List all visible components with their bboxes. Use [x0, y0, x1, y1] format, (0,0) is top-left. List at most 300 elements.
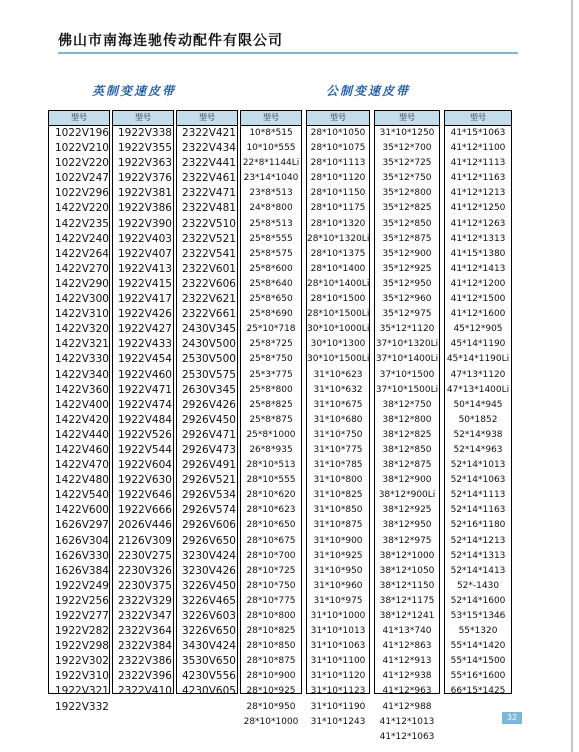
belt-model-cell: 1922V310: [55, 670, 109, 683]
column-rows: [375, 126, 439, 745]
belt-model-cell: 28*10*875: [246, 656, 296, 667]
belt-model-cell: 1626V384: [55, 564, 109, 577]
belt-model-cell: 41*12*1413: [450, 263, 506, 274]
belt-model-cell: 28*10*775: [246, 595, 296, 606]
belt-model-cell: 35*12*950: [382, 278, 432, 289]
belt-model-cell: 1422V220: [55, 202, 109, 215]
belt-model-cell: 25*8*555: [249, 233, 293, 244]
belt-model-cell: 1922V471: [118, 383, 172, 396]
belt-model-cell: 31*10*775: [313, 444, 363, 455]
belt-model-cell: 35*12*700: [382, 143, 432, 154]
belt-model-cell: 28*10*750: [246, 580, 296, 591]
belt-model-cell: 47*13*1400Li: [446, 384, 510, 395]
belt-model-cell: 1922V403: [118, 232, 172, 245]
belt-model-cell: 22*8*1144Li: [242, 158, 300, 169]
column-header: 型号: [445, 111, 511, 126]
belt-model-cell: 1022V196: [55, 127, 109, 139]
belt-model-cell: 1422V540: [55, 489, 109, 502]
belt-model-cell: 2926V521: [182, 474, 236, 487]
column-1: [48, 110, 110, 713]
column-header: 型号: [375, 111, 439, 126]
belt-model-cell: 25*8*825: [249, 399, 293, 410]
belt-model-cell: 28*10*1375: [310, 248, 366, 259]
belt-model-cell: 38*12*950: [382, 520, 432, 531]
belt-model-cell: 1922V454: [118, 353, 172, 366]
belt-model-cell: 37*10*1500Li: [375, 384, 439, 395]
belt-model-cell: 28*10*675: [246, 535, 296, 546]
belt-model-cell: 1922V460: [118, 368, 172, 381]
belt-model-cell: 47*13*1120: [450, 369, 506, 380]
belt-model-cell: 1922V376: [118, 172, 172, 185]
belt-model-cell: 41*12*988: [382, 701, 432, 712]
belt-model-cell: 4230V605: [182, 685, 236, 698]
belt-model-cell: 28*10*1320Li: [307, 233, 369, 244]
belt-model-cell: 35*12*960: [382, 294, 432, 305]
belt-model-cell: 52*14*963: [453, 444, 503, 455]
belt-model-cell: 1022V296: [55, 187, 109, 200]
belt-model-cell: 28*10*1050: [310, 128, 366, 138]
belt-model-cell: 30*10*1000Li: [307, 324, 369, 335]
page-edge: [571, 0, 573, 752]
belt-model-cell: 53*15*1346: [450, 611, 506, 621]
belt-model-cell: 28*10*1000: [243, 716, 299, 727]
belt-model-cell: 28*10*620: [246, 490, 296, 501]
belt-model-cell: 41*12*863: [382, 641, 432, 652]
column-rows: [241, 126, 301, 730]
belt-model-cell: 25*8*875: [249, 414, 293, 425]
belt-model-cell: 1922V332: [55, 700, 109, 713]
column-header: 型号: [241, 111, 301, 126]
belt-model-cell: 1422V270: [55, 262, 109, 275]
belt-model-cell: 2430V345: [182, 323, 236, 336]
belt-model-cell: 52*14*938: [453, 429, 503, 440]
belt-model-cell: 3230V426: [182, 564, 236, 577]
belt-model-cell: 2322V364: [118, 625, 172, 638]
belt-model-cell: 3430V424: [182, 640, 236, 653]
belt-model-cell: 2322V481: [182, 202, 236, 215]
column-4: [240, 110, 302, 727]
belt-model-cell: 31*10*800: [313, 475, 363, 486]
belt-model-cell: 38*12*975: [382, 535, 432, 546]
belt-model-cell: 2322V661: [182, 308, 236, 321]
belt-model-cell: 28*10*825: [246, 626, 296, 637]
belt-model-cell: 2322V510: [182, 217, 236, 230]
belt-model-cell: 30*10*1500Li: [307, 354, 369, 365]
belt-model-cell: 2926V426: [182, 398, 236, 411]
belt-model-cell: 1422V290: [55, 277, 109, 290]
belt-model-cell: 28*10*850: [246, 641, 296, 652]
belt-model-cell: 38*12*1000: [379, 550, 435, 561]
belt-model-cell: 2322V621: [182, 293, 236, 306]
column-2: [112, 110, 174, 698]
belt-model-cell: 31*10*975: [313, 595, 363, 606]
belt-model-cell: 31*10*1013: [310, 626, 366, 637]
belt-model-cell: 1922V249: [55, 579, 109, 592]
belt-model-cell: 41*12*1013: [379, 716, 435, 727]
column-header: 型号: [49, 111, 109, 126]
company-name: 佛山市南海连驰传动配件有限公司: [58, 33, 283, 49]
belt-model-cell: 41*12*1600: [450, 309, 506, 320]
belt-model-cell: 38*12*1175: [379, 595, 435, 606]
section-title-metric: 公制变速皮带: [326, 84, 411, 98]
column-rows: [177, 126, 237, 700]
belt-model-cell: 2322V434: [182, 142, 236, 155]
belt-model-cell: 55*14*1420: [450, 641, 506, 652]
belt-model-cell: 1422V470: [55, 459, 109, 472]
belt-model-cell: 38*12*1241: [379, 611, 435, 621]
belt-model-cell: 1422V420: [55, 413, 109, 426]
belt-model-cell: 31*10*623: [313, 369, 363, 380]
belt-model-cell: 28*10*1500: [310, 294, 366, 305]
belt-model-cell: 1422V310: [55, 308, 109, 321]
belt-model-cell: 52*14*1313: [450, 550, 506, 561]
belt-model-cell: 38*12*900Li: [378, 490, 436, 501]
belt-model-cell: 26*8*935: [249, 444, 293, 455]
belt-model-cell: 2230V326: [118, 564, 172, 577]
belt-model-cell: 55*14*1500: [450, 656, 506, 667]
belt-model-cell: 35*12*975: [382, 309, 432, 320]
belt-model-cell: 31*10*680: [313, 414, 363, 425]
column-header: 型号: [113, 111, 173, 126]
belt-model-cell: 41*12*938: [382, 671, 432, 682]
belt-model-cell: 1922V484: [118, 413, 172, 426]
belt-model-cell: 28*10*950: [246, 701, 296, 712]
belt-model-cell: 2322V441: [182, 157, 236, 170]
belt-model-cell: 2530V575: [182, 368, 236, 381]
belt-model-cell: 41*12*1063: [379, 731, 435, 742]
column-header: 型号: [307, 111, 369, 126]
belt-model-cell: 1422V330: [55, 353, 109, 366]
belt-model-cell: 37*10*1500: [379, 369, 435, 380]
belt-model-cell: 52*14*1013: [450, 460, 506, 471]
belt-model-cell: 41*12*1163: [450, 173, 506, 184]
belt-model-cell: 35*12*925: [382, 263, 432, 274]
belt-model-cell: 28*10*1075: [310, 143, 366, 154]
belt-model-cell: 41*12*1313: [450, 233, 506, 244]
belt-model-cell: 41*13*740: [382, 626, 432, 637]
belt-model-cell: 41*12*1500: [450, 294, 506, 305]
belt-model-cell: 41*12*1113: [450, 158, 506, 169]
belt-model-cell: 1922V282: [55, 625, 109, 638]
belt-model-cell: 25*3*775: [249, 369, 293, 380]
belt-model-cell: 3226V465: [182, 594, 236, 607]
belt-model-cell: 31*10*1190: [310, 701, 366, 712]
belt-model-cell: 1626V304: [55, 534, 109, 547]
belt-model-cell: 2322V410: [118, 685, 172, 698]
belt-model-cell: 38*12*900: [382, 475, 432, 486]
belt-model-cell: 25*8*600: [249, 263, 293, 274]
belt-model-cell: 1422V340: [55, 368, 109, 381]
belt-model-cell: 1922V426: [118, 308, 172, 321]
belt-model-cell: 31*10*1063: [310, 641, 366, 652]
belt-model-cell: 41*12*913: [382, 656, 432, 667]
belt-model-cell: 2926V650: [182, 534, 236, 547]
belt-model-cell: 1922V413: [118, 262, 172, 275]
belt-model-cell: 28*10*900: [246, 671, 296, 682]
belt-model-cell: 1022V220: [55, 157, 109, 170]
belt-model-cell: 31*10*1100: [310, 656, 366, 667]
belt-model-cell: 1922V390: [118, 217, 172, 230]
belt-model-cell: 1626V297: [55, 519, 109, 532]
belt-model-cell: 2530V500: [182, 353, 236, 366]
belt-model-cell: 52*14*1163: [450, 505, 506, 516]
belt-model-cell: 66*15*1425: [450, 686, 506, 697]
belt-model-cell: 45*14*1190: [450, 339, 506, 350]
belt-model-cell: 28*10*555: [246, 475, 296, 486]
belt-model-cell: 50*1852: [458, 414, 498, 425]
column-rows: [113, 126, 173, 700]
belt-model-cell: 25*8*1000: [246, 429, 296, 440]
belt-model-cell: 3530V650: [182, 655, 236, 668]
belt-model-cell: 1922V417: [118, 293, 172, 306]
belt-model-cell: 1922V256: [55, 594, 109, 607]
belt-model-cell: 31*10*1000: [310, 611, 366, 621]
belt-model-cell: 1922V321: [55, 685, 109, 698]
belt-model-cell: 1422V480: [55, 474, 109, 487]
belt-model-cell: 2322V384: [118, 640, 172, 653]
belt-model-cell: 38*12*1150: [379, 580, 435, 591]
belt-model-cell: 28*10*1120: [310, 173, 366, 184]
belt-model-cell: 1922V381: [118, 187, 172, 200]
belt-model-cell: 2126V309: [118, 534, 172, 547]
belt-model-cell: 2322V521: [182, 232, 236, 245]
belt-model-cell: 38*12*825: [382, 429, 432, 440]
belt-model-cell: 2926V473: [182, 443, 236, 456]
belt-model-cell: 41*12*1250: [450, 203, 506, 214]
belt-model-cell: 28*10*1113: [310, 158, 366, 169]
belt-model-cell: 2630V345: [182, 383, 236, 396]
column-rows: [307, 126, 369, 730]
belt-model-cell: 4230V556: [182, 670, 236, 683]
belt-model-cell: 31*10*925: [313, 550, 363, 561]
belt-model-cell: 28*10*1500Li: [307, 309, 369, 320]
belt-model-cell: 35*12*1120: [379, 324, 435, 335]
belt-model-cell: 25*10*718: [246, 324, 296, 335]
belt-model-cell: 1922V355: [118, 142, 172, 155]
belt-model-cell: 37*10*1320Li: [375, 339, 439, 350]
belt-model-cell: 2926V534: [182, 489, 236, 502]
belt-model-cell: 28*10*1400: [310, 263, 366, 274]
belt-model-cell: 2430V500: [182, 338, 236, 351]
belt-model-cell: 28*10*623: [246, 505, 296, 516]
belt-model-cell: 3226V650: [182, 625, 236, 638]
belt-model-cell: 1922V604: [118, 459, 172, 472]
belt-model-cell: 38*12*925: [382, 505, 432, 516]
belt-model-cell: 2926V606: [182, 519, 236, 532]
belt-model-cell: 31*10*1123: [310, 686, 366, 697]
belt-model-cell: 1922V386: [118, 202, 172, 215]
belt-model-cell: 1922V298: [55, 640, 109, 653]
belt-model-cell: 35*12*725: [382, 158, 432, 169]
belt-model-cell: 31*10*785: [313, 460, 363, 471]
column-5: [306, 110, 370, 727]
belt-model-cell: 2926V450: [182, 413, 236, 426]
column-3: [176, 110, 238, 698]
belt-model-cell: 3226V450: [182, 579, 236, 592]
belt-model-cell: 2322V601: [182, 262, 236, 275]
belt-model-cell: 1422V300: [55, 293, 109, 306]
belt-model-cell: 38*12*750: [382, 399, 432, 410]
belt-model-cell: 28*10*800: [246, 611, 296, 621]
belt-model-cell: 2322V329: [118, 594, 172, 607]
belt-model-cell: 2322V347: [118, 610, 172, 622]
belt-model-cell: 10*8*515: [249, 128, 293, 138]
belt-model-cell: 25*8*513: [249, 218, 293, 229]
belt-model-cell: 1422V264: [55, 247, 109, 260]
belt-model-cell: 37*10*1400Li: [375, 354, 439, 365]
belt-model-cell: 52*-1430: [456, 580, 500, 591]
belt-model-cell: 35*12*850: [382, 218, 432, 229]
belt-model-cell: 1422V600: [55, 504, 109, 517]
belt-model-cell: 1422V235: [55, 217, 109, 230]
belt-model-cell: 1922V474: [118, 398, 172, 411]
belt-model-cell: 1922V277: [55, 610, 109, 622]
belt-model-cell: 41*12*1200: [450, 278, 506, 289]
belt-model-cell: 28*10*513: [246, 460, 296, 471]
belt-model-cell: 2322V471: [182, 187, 236, 200]
belt-model-cell: 41*12*1213: [450, 188, 506, 199]
belt-model-cell: 2230V275: [118, 549, 172, 562]
belt-model-cell: 3230V424: [182, 549, 236, 562]
belt-model-cell: 2926V491: [182, 459, 236, 472]
belt-model-cell: 28*10*1320: [310, 218, 366, 229]
belt-model-cell: 23*14*1040: [243, 173, 299, 184]
belt-model-cell: 25*8*640: [249, 278, 293, 289]
belt-model-cell: 55*1320: [458, 626, 498, 637]
belt-model-cell: 1922V630: [118, 474, 172, 487]
belt-model-cell: 2322V386: [118, 655, 172, 668]
column-6: [374, 110, 440, 742]
belt-model-cell: 1922V302: [55, 655, 109, 668]
belt-model-cell: 52*14*1600: [450, 595, 506, 606]
belt-model-cell: 1626V330: [55, 549, 109, 562]
belt-model-cell: 25*8*690: [249, 309, 293, 320]
belt-model-cell: 25*8*750: [249, 354, 293, 365]
belt-model-cell: 28*10*1150: [310, 188, 366, 199]
belt-model-cell: 1422V360: [55, 383, 109, 396]
belt-model-cell: 41*12*1100: [450, 143, 506, 154]
belt-model-cell: 10*10*555: [246, 143, 296, 154]
belt-model-cell: 28*10*1400Li: [307, 278, 369, 289]
belt-model-cell: 2230V375: [118, 579, 172, 592]
belt-model-cell: 2322V541: [182, 247, 236, 260]
belt-model-cell: 55*16*1600: [450, 671, 506, 682]
belt-model-cell: 31*10*900: [313, 535, 363, 546]
belt-model-cell: 28*10*1175: [310, 203, 366, 214]
belt-model-cell: 52*16*1180: [450, 520, 506, 531]
belt-model-cell: 50*14*945: [453, 399, 503, 410]
belt-model-cell: 38*12*850: [382, 444, 432, 455]
belt-model-cell: 28*10*725: [246, 565, 296, 576]
belt-model-cell: 25*8*800: [249, 384, 293, 395]
page-number: 32: [502, 712, 522, 724]
belt-model-cell: 38*12*1050: [379, 565, 435, 576]
belt-model-cell: 30*10*1300: [310, 339, 366, 350]
belt-model-cell: 2026V446: [118, 519, 172, 532]
column-rows: [49, 126, 109, 715]
belt-model-cell: 1922V526: [118, 428, 172, 441]
belt-model-cell: 41*12*963: [382, 686, 432, 697]
belt-model-cell: 2322V421: [182, 127, 236, 139]
belt-model-cell: 3226V603: [182, 610, 236, 622]
belt-model-cell: 1922V433: [118, 338, 172, 351]
belt-model-cell: 2926V471: [182, 428, 236, 441]
belt-model-cell: 1422V460: [55, 443, 109, 456]
belt-model-cell: 28*10*700: [246, 550, 296, 561]
title-divider: [58, 52, 518, 54]
belt-model-cell: 31*10*632: [313, 384, 363, 395]
section-title-imperial: 英制变速皮带: [92, 84, 177, 98]
belt-model-cell: 31*10*825: [313, 490, 363, 501]
belt-model-cell: 35*12*750: [382, 173, 432, 184]
belt-model-cell: 1022V210: [55, 142, 109, 155]
column-header: 型号: [177, 111, 237, 126]
belt-model-cell: 35*12*875: [382, 233, 432, 244]
belt-model-cell: 2322V606: [182, 277, 236, 290]
belt-model-cell: 1422V320: [55, 323, 109, 336]
belt-model-cell: 41*15*1380: [450, 248, 506, 259]
belt-model-cell: 52*14*1063: [450, 475, 506, 486]
belt-model-cell: 31*10*875: [313, 520, 363, 531]
belt-model-cell: 2322V461: [182, 172, 236, 185]
belt-model-cell: 2926V574: [182, 504, 236, 517]
belt-model-cell: 1022V247: [55, 172, 109, 185]
belt-model-cell: 1922V646: [118, 489, 172, 502]
belt-model-cell: 1422V400: [55, 398, 109, 411]
belt-model-cell: 28*10*650: [246, 520, 296, 531]
belt-model-cell: 24*8*800: [249, 203, 293, 214]
belt-model-cell: 1422V440: [55, 428, 109, 441]
belt-model-cell: 31*10*750: [313, 429, 363, 440]
belt-model-cell: 31*10*850: [313, 505, 363, 516]
belt-model-cell: 1922V363: [118, 157, 172, 170]
belt-model-cell: 25*8*650: [249, 294, 293, 305]
belt-model-cell: 38*12*875: [382, 460, 432, 471]
belt-model-cell: 45*14*1190Li: [446, 354, 510, 365]
belt-model-cell: 31*10*950: [313, 565, 363, 576]
belt-model-cell: 38*12*800: [382, 414, 432, 425]
belt-model-cell: 31*10*1120: [310, 671, 366, 682]
belt-model-cell: 1922V427: [118, 323, 172, 336]
belt-model-cell: 1922V407: [118, 247, 172, 260]
belt-model-cell: 52*14*1113: [450, 490, 506, 501]
belt-model-cell: 1922V415: [118, 277, 172, 290]
belt-model-cell: 35*12*825: [382, 203, 432, 214]
belt-model-cell: 35*12*800: [382, 188, 432, 199]
belt-model-cell: 25*8*575: [249, 248, 293, 259]
belt-model-cell: 1922V666: [118, 504, 172, 517]
belt-model-cell: 1922V544: [118, 443, 172, 456]
belt-model-cell: 1922V338: [118, 127, 172, 139]
belt-model-cell: 2322V396: [118, 670, 172, 683]
belt-model-cell: 1422V240: [55, 232, 109, 245]
belt-model-cell: 52*14*1213: [450, 535, 506, 546]
belt-model-cell: 28*10*925: [246, 686, 296, 697]
belt-model-cell: 31*10*960: [313, 580, 363, 591]
column-rows: [445, 126, 511, 700]
belt-model-cell: 45*12*905: [453, 324, 503, 335]
column-7: [444, 110, 512, 697]
belt-model-cell: 41*15*1063: [450, 128, 506, 138]
belt-model-cell: 31*10*675: [313, 399, 363, 410]
belt-model-cell: 31*10*1250: [379, 128, 435, 138]
belt-model-cell: 35*12*900: [382, 248, 432, 259]
belt-model-cell: 1422V321: [55, 338, 109, 351]
belt-model-cell: 25*8*725: [249, 339, 293, 350]
belt-model-cell: 41*12*1263: [450, 218, 506, 229]
belt-model-cell: 31*10*1243: [310, 716, 366, 727]
belt-model-cell: 23*8*513: [249, 188, 293, 199]
